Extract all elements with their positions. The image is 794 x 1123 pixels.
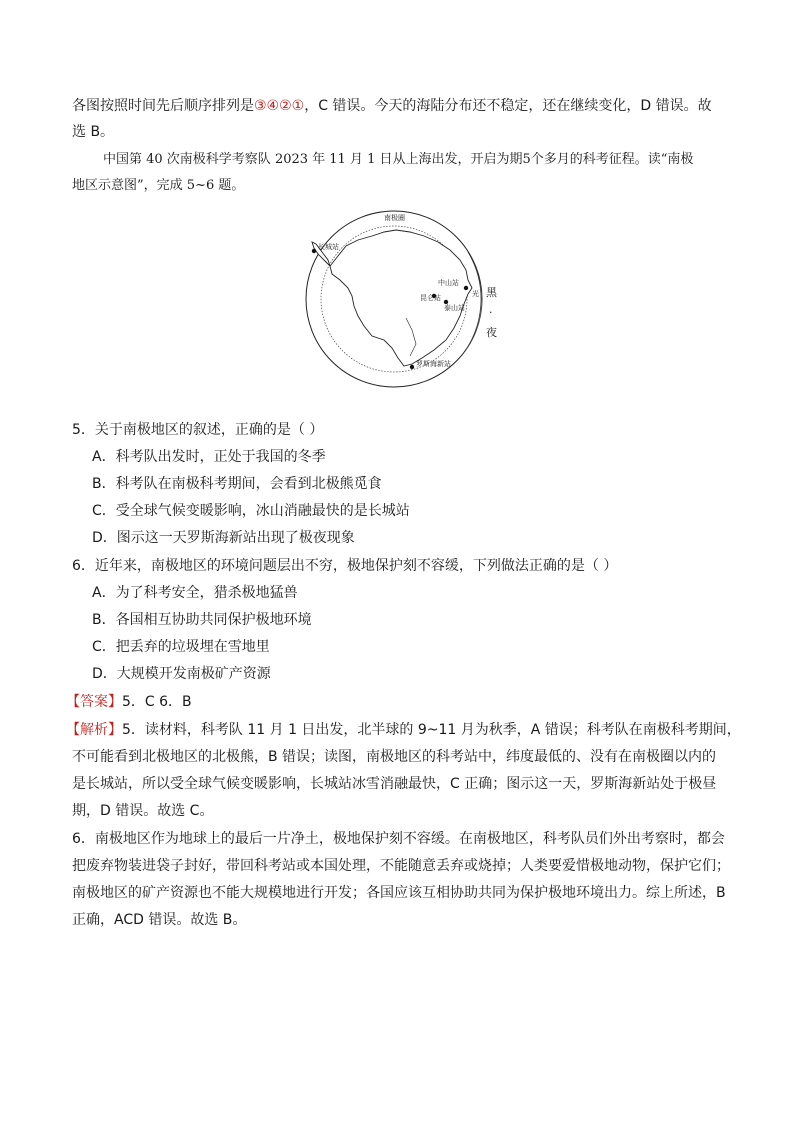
analysis-q6-line1: 6．南极地区作为地球上的最后一片净土，极地保护刻不容缓。在南极地区，科考队员们外出考察时，都会 [72,831,725,847]
station-label-taishan: 泰山站 [444,304,465,312]
answer-line [66,692,192,712]
explanation-continuation-line1 [72,96,712,116]
analysis-q6-line3: 南极地区的矿产资源也不能大规模地进行开发；各国应该互相协助共同为保护极地环境出力。综上所述，B [72,885,726,901]
antarctica-map [288,208,504,390]
station-dot-changcheng [312,249,316,253]
station-label-luosihai: 罗斯海新站 [416,360,451,368]
q5-option-b: B．科考队在南极科考期间，会看到北极熊觅食 [92,476,382,492]
q5-option-a: A．科考队出发时，正处于我国的冬季 [92,449,326,465]
night-label-1: 黑 [486,286,497,299]
analysis-tag: 【解析】 [66,722,122,738]
station-label-zhongshan: 中山站 [438,279,459,287]
map-title: 南极圈 [384,214,405,222]
q6-option-a: A．为了科考安全，猎杀极地猛兽 [92,585,298,601]
station-label-changcheng: 长城站 [318,243,339,251]
continuation-rest: ，C 错误。今天的海陆分布还不稳定，还在继续变化，D 错误。故 [304,98,712,114]
analysis-line4: 期，D 错误。故选 C。 [72,803,214,819]
answer-text: 5．C 6．B [122,694,192,710]
night-label-2: 夜 [486,326,497,339]
night-label-dot: · [489,306,493,319]
answer-tag: 【答案】 [66,694,122,710]
continuation-text: 各图按照时间先后顺序排列是 [72,98,254,114]
q6-option-b: B．各国相互协助共同保护极地环境 [92,612,312,628]
q5-option-d: D．图示这一天罗斯海新站出现了极夜现象 [92,530,355,546]
sequence-answer: ③④②① [254,98,305,114]
material-intro-line2: 地区示意图”，完成 5~6 题。 [72,178,245,193]
q6-option-d: D．大规模开发南极矿产资源 [92,666,271,682]
analysis-line1 [66,720,741,740]
q6-stem: 6．近年来，南极地区的环境问题层出不穷，极地保护刻不容缓，下列做法正确的是（ ） [72,558,618,574]
analysis-q6-line4: 正确，ACD 错误。故选 B。 [72,912,247,928]
analysis-text-1: 5．读材料，科考队 11 月 1 日出发，北半球的 9~11 月为秋季，A 错误；科考队在南极科考期间， [122,722,741,738]
analysis-line2: 不可能看到北极地区的北极熊，B 错误；读图，南极地区的科考站中，纬度最低的、没有在南极圈以内的 [72,749,717,765]
analysis-line3: 是长城站，所以受全球气候变暖影响，长城站冰雪消融最快，C 正确；图示这一天，罗斯海新站处于极昼 [72,776,717,792]
analysis-q6-line2: 把废弃物装进袋子封好，带回科考站或本国处理，不能随意丢弃或烧掉；人类要爱惜极地动物，保护它们； [72,858,730,874]
material-intro-line1: 中国第 40 次南极科学考察队 2023 年 11 月 1 日从上海出发，开启为期5个多月的科考征程。读“南极 [103,152,694,167]
explanation-continuation-line2: 选 B。 [72,124,115,140]
station-dot-zhongshan [464,286,468,290]
guang-label: 光 [472,290,479,298]
q5-stem: 5．关于南极地区的叙述，正确的是（ ） [72,422,324,438]
station-dot-luosihai [410,365,414,369]
station-label-kunlun: 昆仑站 [420,294,441,302]
q6-option-c: C．把丢弃的垃圾埋在雪地里 [92,639,270,655]
q5-option-c: C．受全球气候变暖影响，冰山消融最快的是长城站 [92,503,410,519]
